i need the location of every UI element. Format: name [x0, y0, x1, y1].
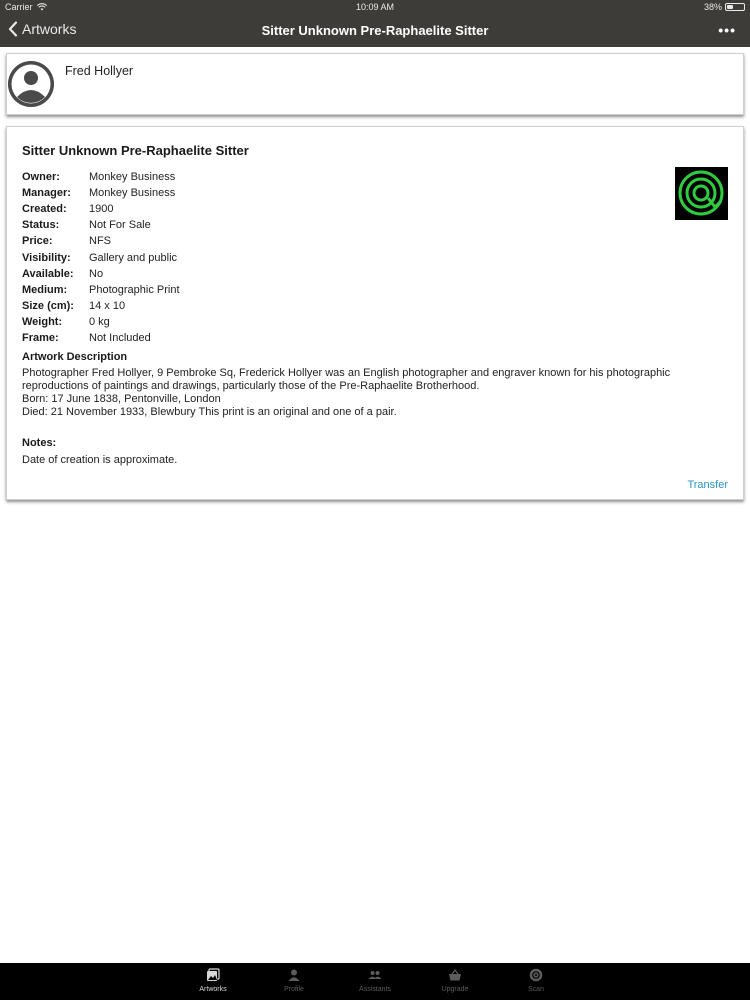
tab-label: Profile: [284, 986, 304, 993]
clock: 10:09 AM: [355, 2, 395, 12]
assistants-icon: [368, 968, 382, 982]
battery-indicator: [704, 2, 745, 12]
field-size: [22, 298, 180, 314]
field-value: Photographic Print: [89, 283, 180, 296]
field-label: Medium:: [22, 283, 68, 296]
field-label: Frame:: [22, 331, 59, 344]
tab-assistants[interactable]: [335, 963, 415, 1000]
field-value: NFS: [89, 235, 111, 248]
page-title: Sitter Unknown Pre-Raphaelite Sitter: [261, 23, 489, 38]
field-label: Available:: [22, 267, 74, 280]
field-value: 14 x 10: [89, 299, 126, 312]
field-status: [22, 217, 180, 233]
transfer-button[interactable]: Transfer: [687, 479, 728, 491]
description-line: reproductions of paintings and drawings, particularly those of the Pre-Raphaelite Brotherhood.: [22, 380, 480, 392]
tab-scan[interactable]: [496, 963, 576, 1000]
field-label: Visibility:: [22, 251, 71, 264]
artist-name: Fred Hollyer: [65, 64, 134, 78]
field-value: Monkey Business: [89, 187, 176, 200]
artwork-thumbnail[interactable]: [675, 167, 728, 220]
artwork-fields: [22, 169, 180, 346]
description-heading: Artwork Description: [22, 351, 128, 363]
field-owner: [22, 169, 180, 185]
back-button[interactable]: [8, 21, 76, 37]
battery-icon: [725, 3, 745, 11]
artwork-title: Sitter Unknown Pre-Raphaelite Sitter: [22, 143, 249, 158]
field-value: Not Included: [89, 331, 151, 344]
field-value: Monkey Business: [89, 171, 176, 184]
avatar: [8, 61, 54, 107]
field-label: Price:: [22, 235, 53, 248]
field-value: Gallery and public: [89, 251, 178, 264]
upgrade-icon: [448, 968, 462, 982]
field-created: [22, 201, 180, 217]
field-value: 0 kg: [89, 315, 110, 328]
field-label: Status:: [22, 219, 60, 232]
more-options-button[interactable]: •••: [718, 22, 736, 38]
carrier-label: Carrier: [5, 2, 33, 12]
field-medium: [22, 282, 180, 298]
artist-card[interactable]: [6, 53, 744, 115]
field-visibility: [22, 249, 180, 265]
field-weight: [22, 314, 180, 330]
description-line: Photographer Fred Hollyer, 9 Pembroke Sq, Frederick Hollyer was an English photographer and engraver known for his photographic: [22, 367, 671, 379]
notes-heading: Notes:: [22, 437, 57, 449]
tab-label: Upgrade: [441, 986, 469, 993]
field-value: 1900: [89, 203, 114, 216]
field-manager: [22, 185, 180, 201]
notes-text: Date of creation is approximate.: [22, 454, 178, 466]
tab-label: Scan: [528, 986, 544, 993]
person-icon: [8, 61, 54, 107]
field-label: Created:: [22, 203, 67, 216]
chevron-left-icon: [8, 21, 18, 37]
field-value: No: [89, 267, 104, 280]
tab-label: Assistants: [359, 986, 391, 993]
field-label: Manager:: [22, 187, 71, 200]
artwork-detail-card: [6, 126, 744, 500]
tab-label: Artworks: [199, 986, 227, 993]
field-label: Weight:: [22, 315, 63, 328]
tab-bar: [0, 963, 750, 1000]
profile-icon: [287, 968, 301, 982]
description-line: Died: 21 November 1933, Blewbury This print is an original and one of a pair.: [22, 406, 397, 418]
tab-artworks[interactable]: [173, 963, 253, 1000]
description-line: Born: 17 June 1838, Pentonville, London: [22, 393, 221, 405]
field-available: [22, 266, 180, 282]
battery-percent: 38%: [703, 2, 722, 12]
field-frame: [22, 330, 180, 346]
field-price: [22, 233, 180, 249]
field-label: Size (cm):: [22, 299, 74, 312]
navigation-bar: [0, 14, 750, 47]
field-label: Owner:: [22, 171, 60, 184]
tab-profile[interactable]: [254, 963, 334, 1000]
description-text: [22, 367, 722, 419]
back-button-label: Artworks: [22, 21, 77, 37]
status-bar: [0, 0, 750, 14]
tab-upgrade[interactable]: [415, 963, 495, 1000]
artwork-logo-image: [675, 167, 728, 220]
artworks-icon: [206, 968, 220, 982]
scan-icon: [529, 968, 543, 982]
field-value: Not For Sale: [89, 219, 151, 232]
